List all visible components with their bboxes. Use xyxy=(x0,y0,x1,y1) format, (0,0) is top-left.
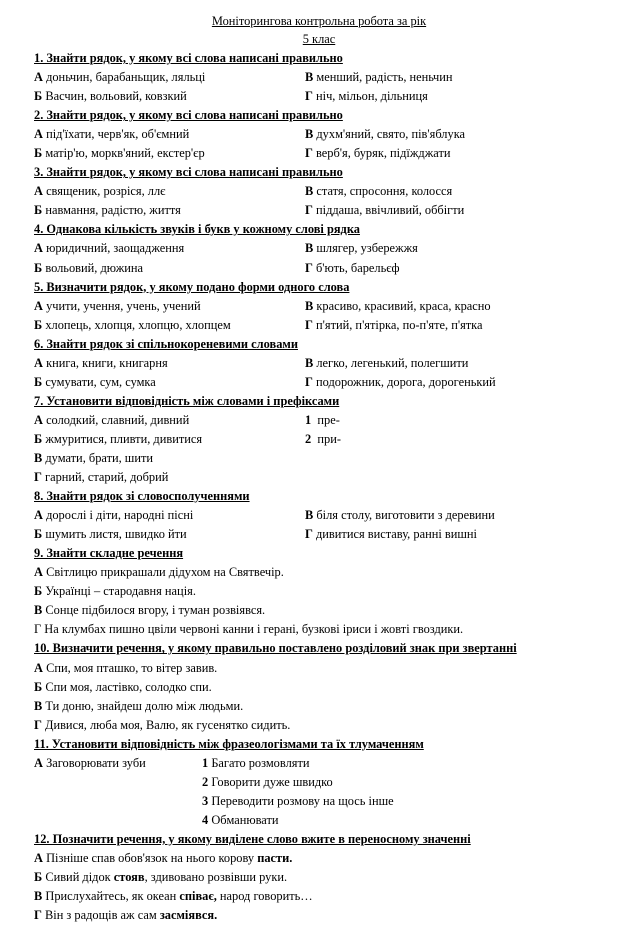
question-6-options-row: А книга, книги, книгарня В легко, легенький, полегшити xyxy=(34,355,469,370)
question-8-options-row: А дорослі і діти, народні пісні В біля столу, виготовити з деревини xyxy=(34,508,495,523)
question-4: 4. Однакова кількість звуків і букв у кожному слові рядка xyxy=(34,222,360,237)
question-10-option: Б Спи моя, ластівко, солодко спи. xyxy=(34,679,212,694)
question-5-options-row: А учити, учення, учень, учений В красиво, красивий, краса, красно xyxy=(34,298,491,313)
question-10: 10. Визначити речення, у якому правильно поставлено розділовий знак при звертанні xyxy=(34,641,517,656)
question-1-options-row: А доньчин, барабаньщик, ляльці В менший, радість, неньчин xyxy=(34,70,453,85)
document-page xyxy=(34,12,604,925)
question-12-option: Г Він з радощів аж сам засміявся. xyxy=(34,908,218,923)
question-7-option-row: А солодкий, славний, дивний 1 пре- xyxy=(34,412,340,427)
question-12-option: А Пізніше спав обов'язок на нього корову пасти. xyxy=(34,850,293,865)
question-12-option: В Прислухайтесь, як океан співає, народ говорить… xyxy=(34,889,313,904)
question-9: 9. Знайти складне речення xyxy=(34,546,184,561)
question-10-option: В Ти доню, знайдеш долю між людьми. xyxy=(34,698,244,713)
question-10-option: А Спи, моя пташко, то вітер завив. xyxy=(34,660,218,675)
question-6: 6. Знайти рядок зі спільнокореневими словами xyxy=(34,336,298,351)
question-3: 3. Знайти рядок, у якому всі слова написані правильно xyxy=(34,165,343,180)
question-7: 7. Установити відповідність між словами і префіксами xyxy=(34,393,340,408)
question-7-option-row: Г гарний, старий, добрий xyxy=(34,470,169,485)
question-12: 12. Позначити речення, у якому виділене слово вжите в переносному значенні xyxy=(34,831,471,846)
question-1-options-row: Б Васчин, вольовий, ковзкий Г ніч, мільон, дільниця xyxy=(34,89,428,104)
question-6-options-row: Б сумувати, сум, сумка Г подорожник, дорога, дорогенький xyxy=(34,374,496,389)
question-11-option-row: 2 Говорити дуже швидко xyxy=(202,774,333,789)
grade-label: 5 клас xyxy=(302,32,336,46)
question-11-option-row: 4 Обманювати xyxy=(202,812,279,827)
question-12-option: Б Сивий дідок стояв, здивовано розвівши руки. xyxy=(34,870,288,885)
question-2-options-row: Б матір'ю, моркв'яний, екстер'єр Г верб'я, буряк, підїжджати xyxy=(34,146,451,161)
question-8: 8. Знайти рядок зі словосполученнями xyxy=(34,489,250,504)
question-8-options-row: Б шумить листя, швидко йти Г дивитися виставу, ранні вишні xyxy=(34,527,477,542)
question-3-options-row: А священик, розріся, ллє В статя, спросоння, колосся xyxy=(34,184,453,199)
question-9-option: А Світлицю прикрашали дідухом на Святвечір. xyxy=(34,565,284,580)
document-title: Моніторингова контрольна робота за рік xyxy=(211,14,427,28)
question-11-option-row: 3 Переводити розмову на щось інше xyxy=(202,793,394,808)
question-9-option: Г На клумбах пишно цвіли червоні канни і герані, бузкові іриси і жовті гвоздики. xyxy=(34,622,464,637)
question-1: 1. Знайти рядок, у якому всі слова написані правильно xyxy=(34,51,343,65)
question-4-options-row: Б вольовий, дюжина Г б'ють, барельєф xyxy=(34,260,400,275)
question-5: 5. Визначити рядок, у якому подано форми одного слова xyxy=(34,279,350,294)
question-11-option-row: А Заговорювати зуби 1 Багато розмовляти xyxy=(34,755,310,770)
question-9-option: Б Українці – стародавня нація. xyxy=(34,584,196,599)
question-7-option-row: В думати, брати, шити xyxy=(34,450,154,465)
question-3-options-row: Б навмання, радістю, життя Г піддаша, ввічливий, оббігти xyxy=(34,203,465,218)
question-2: 2. Знайти рядок, у якому всі слова написані правильно xyxy=(34,108,343,123)
question-9-option: В Сонце підбилося вгору, і туман розвіявся. xyxy=(34,603,266,618)
question-7-option-row: Б жмуритися, пливти, дивитися 2 при- xyxy=(34,431,341,446)
question-2-options-row: А під'їхати, черв'як, об'ємний В духм'яний, свято, пів'яблука xyxy=(34,127,466,142)
question-11: 11. Установити відповідність між фразеологізмами та їх тлумаченням xyxy=(34,736,424,751)
question-4-options-row: А юридичний, заощадження В шлягер, узбережжя xyxy=(34,241,418,256)
question-5-options-row: Б хлопець, хлопця, хлопцю, хлопцем Г п'ятий, п'ятірка, по-п'яте, п'ятка xyxy=(34,317,483,332)
question-10-option: Г Дивися, люба моя, Валю, як гусенятко сидить. xyxy=(34,717,291,732)
